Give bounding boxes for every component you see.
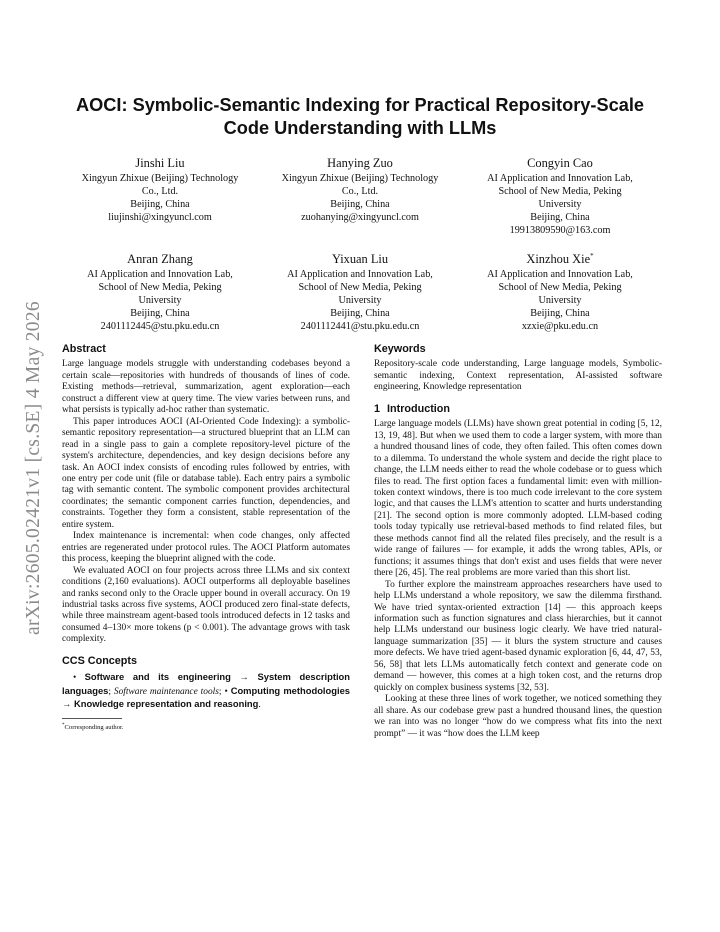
author-location: Beijing, China	[530, 212, 590, 224]
author-location: Beijing, China	[330, 308, 390, 320]
author-name: Yixuan Liu	[331, 252, 389, 267]
author-affiliation: AI Application and Innovation Lab,	[87, 269, 233, 281]
author-name: Anran Zhang	[127, 252, 193, 267]
arxiv-sidebar	[22, 268, 46, 668]
ccs-concepts: • Software and its engineering → System description languages; Software maintenance tools; • Computing methodologies → Knowledge representation and reasoning.	[62, 671, 351, 711]
footnote	[62, 722, 350, 732]
author-email: 2401112441@stu.pku.edu.cn	[300, 321, 420, 333]
author-block	[262, 248, 458, 333]
author-name: Congyin Cao	[527, 156, 593, 171]
footnote-rule	[62, 718, 122, 719]
abstract-paragraph: Index maintenance is incremental: when code changes, only affected entries are regenerated under protocol rules. The AOCI Platform automates this process, keeping the blueprint aligned with the code.	[62, 531, 350, 565]
author-affiliation: AI Application and Innovation Lab,	[487, 269, 633, 281]
author-affiliation: University	[538, 295, 582, 307]
intro-paragraph: To further explore the mainstream approaches researchers have used to help LLMs understand a whole repository, we saw the dilemma firsthand. We have tried syntax-oriented extraction [14] — this approach keeps information such as function signatures and class hierarchies, but it cannot help LLMs understand our business logic clearly. We have tried natural-language summarization [35] — it blurs the system structure and causes more defects. We have tried agent-based dynamic exploration [6, 44, 47, 53, 56, 58] that lets LLMs automatically fetch context and generate code on demand — however, this comes at a high token cost, and the returns drop quickly on complex business systems [32, 53].	[374, 579, 662, 693]
ccs-bullet: •	[73, 673, 77, 684]
author-block	[262, 152, 458, 224]
ccs-concept-2: Computing methodologies → Knowledge representation and reasoning	[62, 684, 351, 710]
author-block	[462, 248, 658, 333]
right-column	[374, 344, 662, 740]
author-location: Beijing, China	[530, 308, 590, 320]
author-affiliation: Co., Ltd.	[341, 186, 379, 198]
keywords-heading: Keywords	[374, 343, 426, 355]
author-affiliation: AI Application and Innovation Lab,	[487, 173, 633, 185]
abstract-paragraph: This paper introduces AOCI (AI-Oriented Code Indexing): a symbolic-semantic repository representation—a structured blueprint that an LLM can read in a single pass to gain a complete repository-level picture of the system's architecture, dependencies, and key design decisions before any task. An AOCI index consists of encoding rules followed by entries, with one entry per code unit (file or database table). Each entry pairs a symbolic tag with semantic content. The symbolic component provides architectural coordinates; the semantic component carries function, dependencies, and constraints. Together they form a consistent, stable representation of the entire system.	[62, 416, 350, 530]
author-affiliation: University	[338, 295, 382, 307]
author-affiliation: Xingyun Zhixue (Beijing) Technology	[281, 173, 439, 185]
author-email: 19913809590@163.com	[509, 225, 611, 237]
author-affiliation: School of New Media, Peking	[498, 282, 622, 294]
author-affiliation: University	[538, 199, 582, 211]
footnote-mark: *	[62, 722, 65, 728]
keywords-text: Repository-scale code understanding, Large language models, Symbolic-semantic indexing, Context representation, AI-assisted software engineering, Knowledge representation	[374, 359, 662, 393]
author-email: zuohanying@xingyuncl.com	[301, 212, 419, 224]
author-email: liujinshi@xingyuncl.com	[108, 212, 212, 224]
author-affiliation: School of New Media, Peking	[298, 282, 422, 294]
intro-paragraph: Looking at these three lines of work together, we noticed something they all share. As our codebase grew past a hundred thousand lines, the question we ran into was no longer “how do we compress what fits into the next prompt” — it was “how does the LLM keep	[374, 694, 662, 739]
author-name: Hanying Zuo	[327, 156, 393, 171]
author-affiliation: AI Application and Innovation Lab,	[287, 269, 433, 281]
author-affiliation: School of New Media, Peking	[98, 282, 222, 294]
left-column	[62, 344, 350, 732]
arxiv-identifier: arXiv:2605.02421v1 [cs.SE] 4 May 2026	[23, 301, 44, 635]
introduction-heading	[374, 404, 662, 415]
ccs-concept-1: Software and its engineering → System description languages	[62, 671, 351, 696]
abstract-paragraph: We evaluated AOCI on four projects across three LLMs and six context conditions (2,160 evaluations). AOCI outperforms all deployable baselines and ranks second only to the Oracle upper bound in overall accuracy. On 19 industrial tasks across five systems, AOCI produced zero final-state defects, while three mainstream agent-based tools introduced defects in 12 tasks and consumed 4–130× more tokens (p < 0.001). The advantage grows with task complexity.	[62, 565, 350, 645]
abstract-paragraph: Large language models struggle with understanding codebases beyond a certain scale—repositories with hundreds of thousands of lines of code. Existing methods—retrieval, summarization, agent exploration—each construct a different view at query time. The view varies between runs, and what persists is typically ad-hoc rather than systematic.	[62, 359, 350, 416]
ccs-bullet: •	[224, 686, 228, 697]
author-name: Jinshi Liu	[135, 156, 185, 171]
author-location: Beijing, China	[130, 308, 190, 320]
ccs-heading: CCS Concepts	[62, 654, 137, 667]
author-email: xzxie@pku.edu.cn	[521, 321, 599, 333]
author-email: 2401112445@stu.pku.edu.cn	[100, 321, 220, 333]
ccs-concept-1-sub: Software maintenance tools	[113, 686, 219, 697]
author-affiliation: Co., Ltd.	[141, 186, 179, 198]
paper-title	[60, 94, 660, 140]
author-block	[62, 248, 258, 333]
abstract-heading: Abstract	[62, 343, 106, 355]
author-mark: *	[590, 252, 594, 260]
intro-paragraph: Large language models (LLMs) have shown great potential in coding [5, 12, 13, 19, 48]. But when we used them to code a larger system, with more than a hundred thousand lines of code, they often failed. This often comes down to a dilemma. To understand the whole system and decide the right place to change, the LLM needs either to read the whole codebase or to guess which files to read. The first option faces a fundamental limit: even with million-token context windows, there is too much code irrelevant to the core system logic, and that causes the LLM's attention to scatter and hurts understanding [21]. The second option is more commonly adopted. LLM-based coding tools today typically use retrieval-based methods to find related files, but these methods cannot find all the related files precisely, and the result is a wide range of failures — for example, it adds the wrong tables, APIs, or functions; it assumes things that don't exist and uses fields that were never there [26, 45]. The real problems are more varied than this short list.	[374, 419, 662, 579]
author-block	[462, 152, 658, 237]
footnote-text: Corresponding author.	[64, 723, 124, 731]
title-line-1: AOCI: Symbolic-Semantic Indexing for Practical Repository-Scale	[75, 95, 644, 115]
section-number: 1	[374, 402, 381, 415]
author-affiliation: Xingyun Zhixue (Beijing) Technology	[81, 173, 239, 185]
author-location: Beijing, China	[130, 199, 190, 211]
author-name: Xinzhou Xie	[526, 252, 591, 267]
title-line-2: Code Understanding with LLMs	[223, 118, 497, 138]
author-location: Beijing, China	[330, 199, 390, 211]
author-affiliation: School of New Media, Peking	[498, 186, 622, 198]
author-affiliation: University	[138, 295, 182, 307]
section-title: Introduction	[387, 402, 450, 415]
author-block	[62, 152, 258, 224]
